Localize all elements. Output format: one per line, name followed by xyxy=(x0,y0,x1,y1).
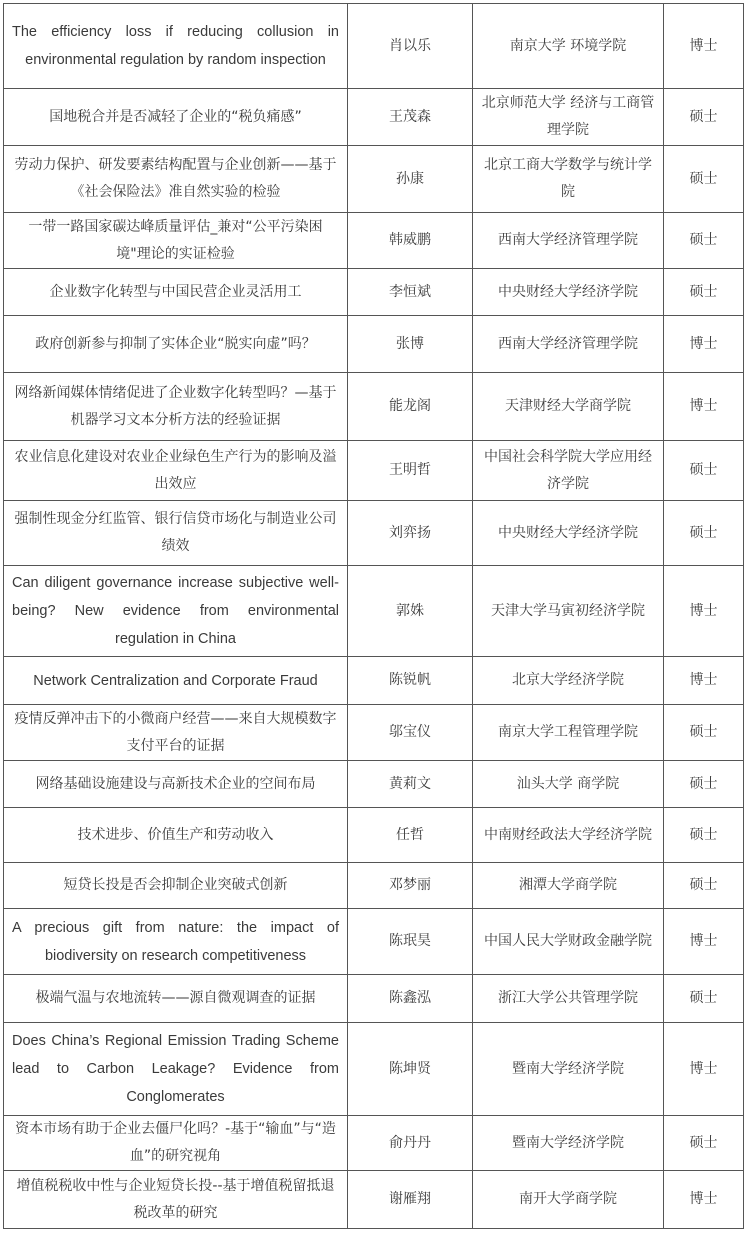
degree-cell: 硕士 xyxy=(664,761,744,808)
school-cell: 北京师范大学 经济与工商管理学院 xyxy=(473,89,664,146)
degree-cell: 硕士 xyxy=(664,975,744,1023)
school-cell: 中国人民大学财政金融学院 xyxy=(473,909,664,975)
author-name-cell: 李恒斌 xyxy=(348,269,473,316)
table-row xyxy=(4,909,744,975)
paper-title-cell: 增值税税收中性与企业短贷长投--基于增值税留抵退税改革的研究 xyxy=(4,1171,348,1229)
paper-title-cell: 劳动力保护、研发要素结构配置与企业创新——基于《社会保险法》准自然实验的检验 xyxy=(4,146,348,213)
degree-cell: 博士 xyxy=(664,373,744,441)
paper-title-cell: 国地税合并是否减轻了企业的“税负痛感” xyxy=(4,89,348,146)
school-cell: 西南大学经济管理学院 xyxy=(473,316,664,373)
school-cell: 南京大学 环境学院 xyxy=(473,4,664,89)
author-name-cell: 肖以乐 xyxy=(348,4,473,89)
school-cell: 汕头大学 商学院 xyxy=(473,761,664,808)
table-row xyxy=(4,1023,744,1116)
author-name-cell: 韩威鹏 xyxy=(348,213,473,269)
paper-title-cell: 网络基础设施建设与高新技术企业的空间布局 xyxy=(4,761,348,808)
table-row xyxy=(4,4,744,89)
school-cell: 浙江大学公共管理学院 xyxy=(473,975,664,1023)
paper-title-cell: 疫情反弹冲击下的小微商户经营——来自大规模数字支付平台的证据 xyxy=(4,705,348,761)
paper-title-cell: 网络新闻媒体情绪促进了企业数字化转型吗？—基于机器学习文本分析方法的经验证据 xyxy=(4,373,348,441)
table-row xyxy=(4,1116,744,1171)
degree-cell: 硕士 xyxy=(664,808,744,863)
table-row xyxy=(4,808,744,863)
paper-title-cell: 技术进步、价值生产和劳动收入 xyxy=(4,808,348,863)
school-cell: 中央财经大学经济学院 xyxy=(473,269,664,316)
degree-cell: 硕士 xyxy=(664,705,744,761)
school-cell: 湘潭大学商学院 xyxy=(473,863,664,909)
table-row xyxy=(4,975,744,1023)
author-name-cell: 邬宝仪 xyxy=(348,705,473,761)
table-row xyxy=(4,441,744,501)
table-row xyxy=(4,761,744,808)
table-row xyxy=(4,657,744,705)
degree-cell: 硕士 xyxy=(664,269,744,316)
author-name-cell: 孙康 xyxy=(348,146,473,213)
table-body xyxy=(4,4,744,1229)
degree-cell: 硕士 xyxy=(664,89,744,146)
paper-title-cell: 政府创新参与抑制了实体企业“脱实向虚”吗？ xyxy=(4,316,348,373)
author-name-cell: 陈锐帆 xyxy=(348,657,473,705)
author-name-cell: 陈珉昊 xyxy=(348,909,473,975)
degree-cell: 博士 xyxy=(664,1023,744,1116)
degree-cell: 硕士 xyxy=(664,441,744,501)
award-list-table xyxy=(3,3,744,1229)
degree-cell: 硕士 xyxy=(664,501,744,566)
school-cell: 中南财经政法大学经济学院 xyxy=(473,808,664,863)
paper-title-cell: 短贷长投是否会抑制企业突破式创新 xyxy=(4,863,348,909)
paper-title-cell: 资本市场有助于企业去僵尸化吗？-基于“输血”与“造血”的研究视角 xyxy=(4,1116,348,1171)
author-name-cell: 陈鑫泓 xyxy=(348,975,473,1023)
school-cell: 中央财经大学经济学院 xyxy=(473,501,664,566)
degree-cell: 硕士 xyxy=(664,213,744,269)
author-name-cell: 王明哲 xyxy=(348,441,473,501)
paper-title-cell: 强制性现金分红监管、银行信贷市场化与制造业公司绩效 xyxy=(4,501,348,566)
table-row xyxy=(4,213,744,269)
degree-cell: 硕士 xyxy=(664,1116,744,1171)
school-cell: 中国社会科学院大学应用经济学院 xyxy=(473,441,664,501)
paper-title-cell: 极端气温与农地流转——源自微观调查的证据 xyxy=(4,975,348,1023)
school-cell: 北京工商大学数学与统计学院 xyxy=(473,146,664,213)
table-row xyxy=(4,863,744,909)
author-name-cell: 俞丹丹 xyxy=(348,1116,473,1171)
degree-cell: 硕士 xyxy=(664,863,744,909)
author-name-cell: 能龙阁 xyxy=(348,373,473,441)
degree-cell: 博士 xyxy=(664,1171,744,1229)
degree-cell: 硕士 xyxy=(664,146,744,213)
author-name-cell: 刘弈扬 xyxy=(348,501,473,566)
school-cell: 北京大学经济学院 xyxy=(473,657,664,705)
author-name-cell: 张博 xyxy=(348,316,473,373)
school-cell: 暨南大学经济学院 xyxy=(473,1116,664,1171)
school-cell: 暨南大学经济学院 xyxy=(473,1023,664,1116)
table-row xyxy=(4,146,744,213)
paper-title-cell: Does China’s Regional Emission Trading Scheme lead to Carbon Leakage? Evidence from Conglomerates xyxy=(4,1023,348,1116)
table-row xyxy=(4,269,744,316)
table-row xyxy=(4,1171,744,1229)
table-row xyxy=(4,566,744,657)
paper-title-cell: 农业信息化建设对农业企业绿色生产行为的影响及溢出效应 xyxy=(4,441,348,501)
author-name-cell: 邓梦丽 xyxy=(348,863,473,909)
school-cell: 天津财经大学商学院 xyxy=(473,373,664,441)
author-name-cell: 任哲 xyxy=(348,808,473,863)
table-row xyxy=(4,316,744,373)
table-row xyxy=(4,501,744,566)
school-cell: 西南大学经济管理学院 xyxy=(473,213,664,269)
author-name-cell: 郭姝 xyxy=(348,566,473,657)
paper-title-cell: The efficiency loss if reducing collusion in environmental regulation by random inspection xyxy=(4,4,348,89)
author-name-cell: 陈坤贤 xyxy=(348,1023,473,1116)
degree-cell: 博士 xyxy=(664,657,744,705)
school-cell: 南京大学工程管理学院 xyxy=(473,705,664,761)
paper-title-cell: 一带一路国家碳达峰质量评估_兼对“公平污染困境"理论的实证检验 xyxy=(4,213,348,269)
table-row xyxy=(4,89,744,146)
degree-cell: 博士 xyxy=(664,316,744,373)
author-name-cell: 王茂森 xyxy=(348,89,473,146)
school-cell: 南开大学商学院 xyxy=(473,1171,664,1229)
paper-title-cell: Network Centralization and Corporate Fraud xyxy=(4,657,348,705)
degree-cell: 博士 xyxy=(664,4,744,89)
degree-cell: 博士 xyxy=(664,909,744,975)
paper-title-cell: A precious gift from nature: the impact of biodiversity on research competitiveness xyxy=(4,909,348,975)
table-row xyxy=(4,705,744,761)
table-row xyxy=(4,373,744,441)
author-name-cell: 黄莉文 xyxy=(348,761,473,808)
school-cell: 天津大学马寅初经济学院 xyxy=(473,566,664,657)
degree-cell: 博士 xyxy=(664,566,744,657)
paper-title-cell: 企业数字化转型与中国民营企业灵活用工 xyxy=(4,269,348,316)
paper-title-cell: Can diligent governance increase subjective well-being? New evidence from environmental regulation in China xyxy=(4,566,348,657)
author-name-cell: 谢雁翔 xyxy=(348,1171,473,1229)
